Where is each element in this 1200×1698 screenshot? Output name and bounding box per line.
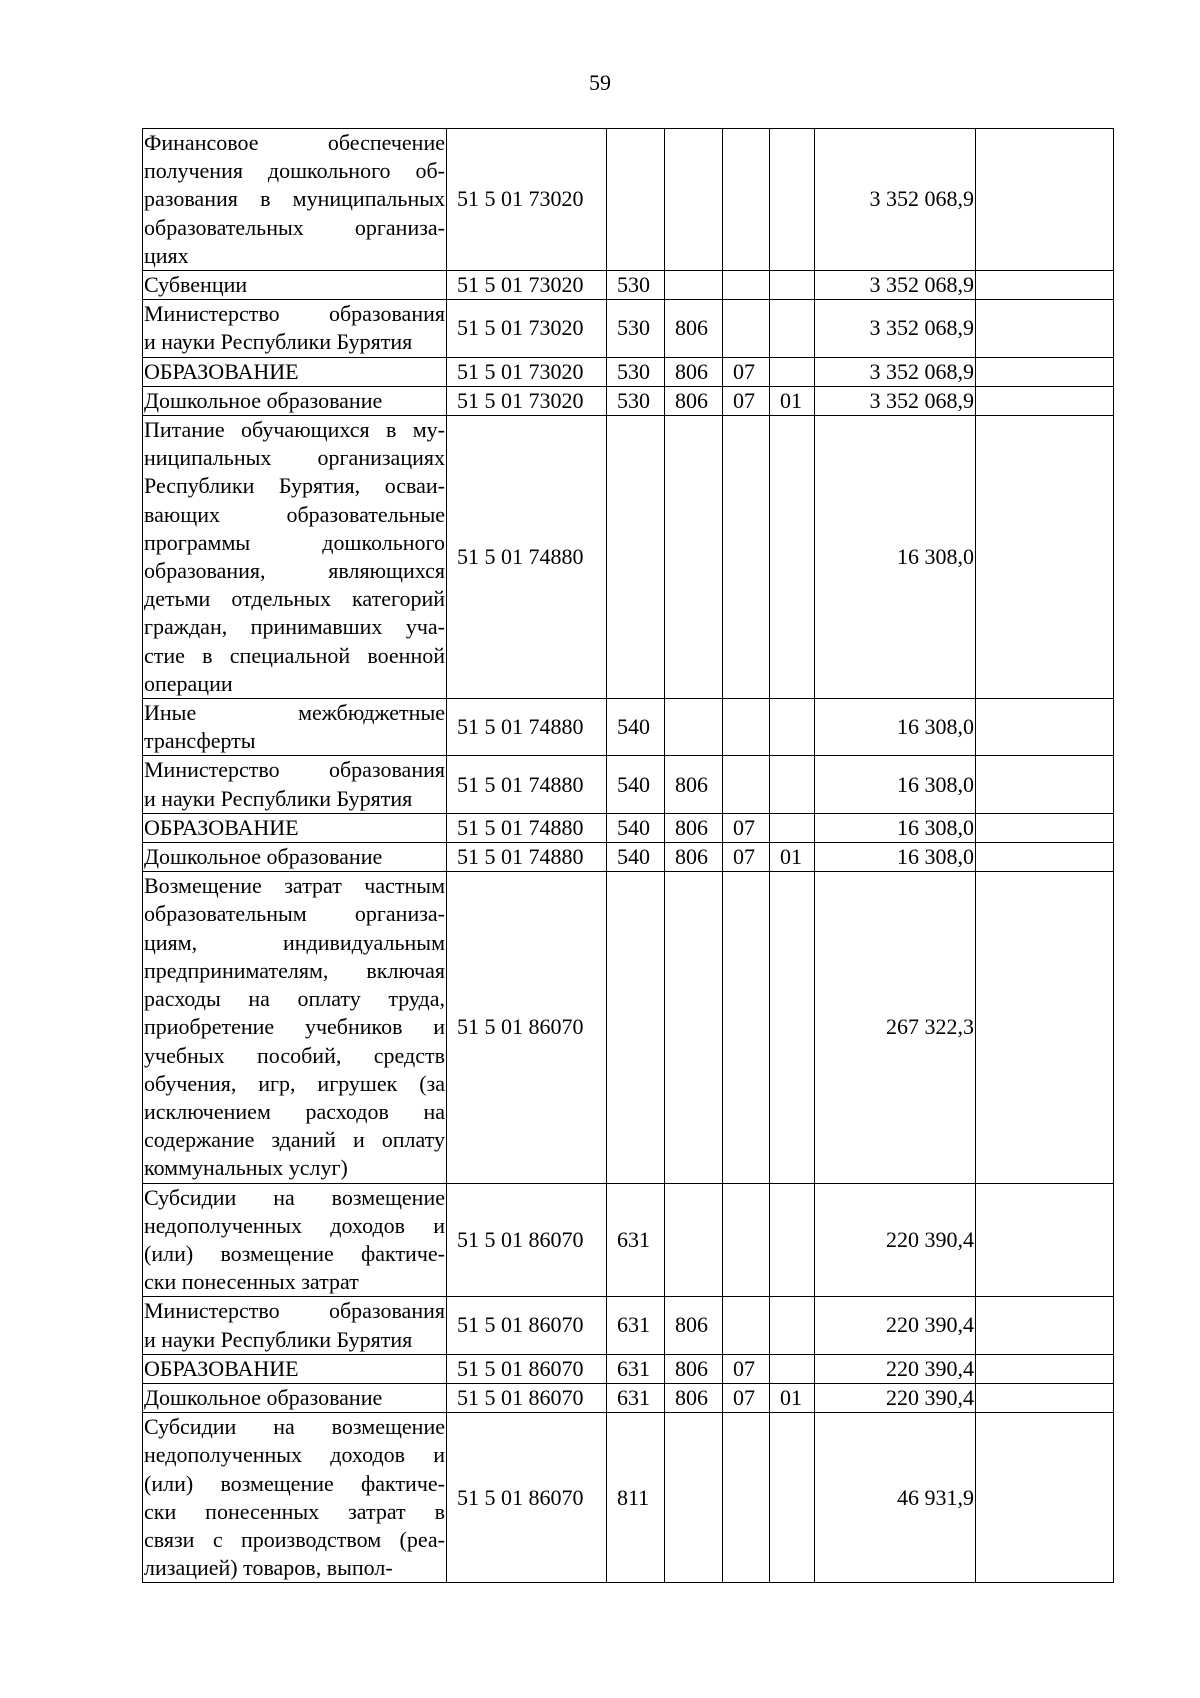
target-article-code-cell: 51 5 01 74880 bbox=[447, 756, 607, 813]
section-code-cell bbox=[723, 756, 770, 813]
row-name-line: ОБРАЗОВАНИЕ bbox=[144, 814, 299, 840]
subsection-code-cell bbox=[770, 756, 815, 813]
section-code-cell bbox=[723, 1297, 770, 1354]
table-row bbox=[143, 1354, 1114, 1383]
row-name-line: Дошкольное образование bbox=[144, 1384, 383, 1410]
row-name-line: исключением расходов на bbox=[144, 1098, 445, 1124]
amount-cell: 220 390,4 bbox=[815, 1297, 976, 1354]
expense-type-cell: 631 bbox=[607, 1354, 665, 1383]
row-name-line: циях bbox=[144, 242, 189, 268]
row-name-line: недополученных доходов и bbox=[144, 1212, 445, 1238]
row-name-cell bbox=[143, 699, 447, 756]
row-name-line: Возмещение затрат частным bbox=[144, 873, 445, 899]
expense-type-cell: 631 bbox=[607, 1297, 665, 1354]
row-name-line: недополученных доходов и bbox=[144, 1442, 445, 1468]
table-row bbox=[143, 1183, 1114, 1297]
ministry-code-cell: 806 bbox=[665, 357, 723, 386]
expense-type-cell: 811 bbox=[607, 1413, 665, 1583]
subsection-code-cell bbox=[770, 813, 815, 842]
row-name-line: расходы на оплату труда, bbox=[144, 986, 445, 1012]
ministry-code-cell bbox=[665, 872, 723, 1183]
table-row bbox=[143, 1297, 1114, 1354]
row-name-cell bbox=[143, 1297, 447, 1354]
target-article-code-cell: 51 5 01 74880 bbox=[447, 416, 607, 699]
amount-cell: 267 322,3 bbox=[815, 872, 976, 1183]
ministry-code-cell bbox=[665, 1413, 723, 1583]
row-name-line: Министерство образования bbox=[144, 1298, 445, 1324]
row-name-line: Субсидии на возмещение bbox=[144, 1184, 445, 1210]
amount-cell: 16 308,0 bbox=[815, 416, 976, 699]
section-code-cell: 07 bbox=[723, 386, 770, 415]
expense-type-cell: 540 bbox=[607, 843, 665, 872]
row-name-line: Иные межбюджетные bbox=[144, 700, 445, 726]
budget-table-body bbox=[143, 129, 1114, 1583]
row-name-line: (или) возмещение фактиче- bbox=[144, 1240, 445, 1266]
ministry-code-cell bbox=[665, 1183, 723, 1297]
row-name-line: Субвенции bbox=[144, 272, 248, 298]
expense-type-cell: 530 bbox=[607, 357, 665, 386]
target-article-code-cell: 51 5 01 73020 bbox=[447, 300, 607, 357]
subsection-code-cell bbox=[770, 1354, 815, 1383]
table-row bbox=[143, 1413, 1114, 1583]
row-name-cell bbox=[143, 756, 447, 813]
expense-type-cell: 631 bbox=[607, 1183, 665, 1297]
row-name-line: образования, являющихся bbox=[144, 558, 445, 584]
extra-cell bbox=[976, 872, 1114, 1183]
extra-cell bbox=[976, 1183, 1114, 1297]
row-name-line: Финансовое обеспечение bbox=[144, 130, 445, 155]
row-name-line: образовательным организа- bbox=[144, 901, 445, 927]
ministry-code-cell: 806 bbox=[665, 1354, 723, 1383]
row-name-line: и науки Республики Бурятия bbox=[144, 785, 413, 811]
subsection-code-cell bbox=[770, 1183, 815, 1297]
expense-type-cell: 530 bbox=[607, 300, 665, 357]
ministry-code-cell bbox=[665, 129, 723, 271]
amount-cell: 3 352 068,9 bbox=[815, 271, 976, 300]
extra-cell bbox=[976, 129, 1114, 271]
row-name-line: ОБРАЗОВАНИЕ bbox=[144, 1355, 299, 1381]
table-row bbox=[143, 386, 1114, 415]
subsection-code-cell bbox=[770, 872, 815, 1183]
subsection-code-cell bbox=[770, 1297, 815, 1354]
amount-cell: 220 390,4 bbox=[815, 1383, 976, 1412]
expense-type-cell: 540 bbox=[607, 756, 665, 813]
amount-cell: 3 352 068,9 bbox=[815, 129, 976, 271]
extra-cell bbox=[976, 300, 1114, 357]
target-article-code-cell: 51 5 01 74880 bbox=[447, 843, 607, 872]
expense-type-cell bbox=[607, 129, 665, 271]
row-name-line: Министерство образования bbox=[144, 301, 445, 327]
section-code-cell bbox=[723, 1183, 770, 1297]
subsection-code-cell: 01 bbox=[770, 386, 815, 415]
row-name-cell bbox=[143, 872, 447, 1183]
section-code-cell: 07 bbox=[723, 813, 770, 842]
section-code-cell bbox=[723, 129, 770, 271]
section-code-cell bbox=[723, 416, 770, 699]
target-article-code-cell: 51 5 01 74880 bbox=[447, 813, 607, 842]
subsection-code-cell bbox=[770, 416, 815, 699]
expense-type-cell: 631 bbox=[607, 1383, 665, 1412]
table-row bbox=[143, 756, 1114, 813]
row-name-cell bbox=[143, 1383, 447, 1412]
table-row bbox=[143, 129, 1114, 271]
section-code-cell: 07 bbox=[723, 1383, 770, 1412]
section-code-cell bbox=[723, 271, 770, 300]
row-name-line: циям, индивидуальным bbox=[144, 929, 445, 955]
row-name-line: получения дошкольного об- bbox=[144, 158, 445, 184]
target-article-code-cell: 51 5 01 86070 bbox=[447, 1354, 607, 1383]
subsection-code-cell bbox=[770, 129, 815, 271]
row-name-line: детьми отдельных категорий bbox=[144, 586, 445, 612]
row-name-line: вающих образовательные bbox=[144, 501, 445, 527]
extra-cell bbox=[976, 1297, 1114, 1354]
page-number: 59 bbox=[589, 70, 611, 95]
row-name-line: разования в муниципальных bbox=[144, 186, 445, 212]
table-row bbox=[143, 843, 1114, 872]
expense-type-cell: 540 bbox=[607, 813, 665, 842]
target-article-code-cell: 51 5 01 74880 bbox=[447, 699, 607, 756]
row-name-line: и науки Республики Бурятия bbox=[144, 329, 413, 355]
row-name-line: трансферты bbox=[144, 728, 256, 754]
row-name-cell bbox=[143, 357, 447, 386]
ministry-code-cell: 806 bbox=[665, 1297, 723, 1354]
subsection-code-cell bbox=[770, 699, 815, 756]
ministry-code-cell: 806 bbox=[665, 300, 723, 357]
row-name-line: Республики Бурятия, осваи- bbox=[144, 473, 445, 499]
table-row bbox=[143, 1383, 1114, 1412]
table-row bbox=[143, 872, 1114, 1183]
target-article-code-cell: 51 5 01 86070 bbox=[447, 872, 607, 1183]
extra-cell bbox=[976, 271, 1114, 300]
budget-table bbox=[142, 128, 1114, 1583]
row-name-line: Дошкольное образование bbox=[144, 844, 383, 870]
extra-cell bbox=[976, 1413, 1114, 1583]
amount-cell: 46 931,9 bbox=[815, 1413, 976, 1583]
subsection-code-cell bbox=[770, 300, 815, 357]
ministry-code-cell: 806 bbox=[665, 813, 723, 842]
extra-cell bbox=[976, 386, 1114, 415]
section-code-cell bbox=[723, 1413, 770, 1583]
row-name-line: Питание обучающихся в му- bbox=[144, 417, 445, 443]
row-name-line: (или) возмещение фактиче- bbox=[144, 1470, 445, 1496]
amount-cell: 16 308,0 bbox=[815, 756, 976, 813]
section-code-cell: 07 bbox=[723, 357, 770, 386]
table-row bbox=[143, 699, 1114, 756]
row-name-cell bbox=[143, 1413, 447, 1583]
row-name-cell bbox=[143, 386, 447, 415]
ministry-code-cell: 806 bbox=[665, 756, 723, 813]
row-name-line: лизацией) товаров, выпол- bbox=[144, 1555, 393, 1581]
row-name-line: образовательных организа- bbox=[144, 214, 445, 240]
target-article-code-cell: 51 5 01 86070 bbox=[447, 1297, 607, 1354]
row-name-line: стие в специальной военной bbox=[144, 642, 445, 668]
target-article-code-cell: 51 5 01 86070 bbox=[447, 1383, 607, 1412]
extra-cell bbox=[976, 357, 1114, 386]
row-name-line: Дошкольное образование bbox=[144, 387, 383, 413]
section-code-cell bbox=[723, 699, 770, 756]
table-row bbox=[143, 357, 1114, 386]
subsection-code-cell bbox=[770, 1413, 815, 1583]
row-name-line: связи с производством (реа- bbox=[144, 1526, 445, 1552]
ministry-code-cell: 806 bbox=[665, 1383, 723, 1412]
ministry-code-cell bbox=[665, 271, 723, 300]
target-article-code-cell: 51 5 01 86070 bbox=[447, 1183, 607, 1297]
row-name-line: обучения, игр, игрушек (за bbox=[144, 1070, 445, 1096]
row-name-cell bbox=[143, 129, 447, 271]
row-name-line: Субсидии на возмещение bbox=[144, 1414, 445, 1440]
expense-type-cell: 540 bbox=[607, 699, 665, 756]
row-name-cell bbox=[143, 416, 447, 699]
target-article-code-cell: 51 5 01 73020 bbox=[447, 357, 607, 386]
row-name-line: ски понесенных затрат bbox=[144, 1269, 359, 1295]
row-name-cell bbox=[143, 271, 447, 300]
amount-cell: 16 308,0 bbox=[815, 813, 976, 842]
target-article-code-cell: 51 5 01 86070 bbox=[447, 1413, 607, 1583]
table-row bbox=[143, 416, 1114, 699]
row-name-line: и науки Республики Бурятия bbox=[144, 1326, 413, 1352]
table-row bbox=[143, 813, 1114, 842]
row-name-line: приобретение учебников и bbox=[144, 1014, 445, 1040]
row-name-line: предпринимателям, включая bbox=[144, 957, 445, 983]
row-name-line: ОБРАЗОВАНИЕ bbox=[144, 358, 299, 384]
amount-cell: 3 352 068,9 bbox=[815, 357, 976, 386]
row-name-line: ниципальных организациях bbox=[144, 445, 445, 471]
expense-type-cell: 530 bbox=[607, 271, 665, 300]
amount-cell: 220 390,4 bbox=[815, 1183, 976, 1297]
target-article-code-cell: 51 5 01 73020 bbox=[447, 129, 607, 271]
row-name-line: граждан, принимавших уча- bbox=[144, 614, 445, 640]
expense-type-cell bbox=[607, 416, 665, 699]
section-code-cell: 07 bbox=[723, 843, 770, 872]
table-row bbox=[143, 300, 1114, 357]
extra-cell bbox=[976, 416, 1114, 699]
extra-cell bbox=[976, 1383, 1114, 1412]
row-name-line: операции bbox=[144, 670, 233, 696]
row-name-cell bbox=[143, 813, 447, 842]
subsection-code-cell bbox=[770, 357, 815, 386]
ministry-code-cell bbox=[665, 699, 723, 756]
extra-cell bbox=[976, 699, 1114, 756]
ministry-code-cell: 806 bbox=[665, 843, 723, 872]
expense-type-cell: 530 bbox=[607, 386, 665, 415]
row-name-cell bbox=[143, 1183, 447, 1297]
row-name-cell bbox=[143, 300, 447, 357]
table-row bbox=[143, 271, 1114, 300]
amount-cell: 16 308,0 bbox=[815, 699, 976, 756]
row-name-cell bbox=[143, 843, 447, 872]
subsection-code-cell bbox=[770, 271, 815, 300]
row-name-line: ски понесенных затрат в bbox=[144, 1498, 445, 1524]
subsection-code-cell: 01 bbox=[770, 1383, 815, 1412]
amount-cell: 220 390,4 bbox=[815, 1354, 976, 1383]
section-code-cell bbox=[723, 300, 770, 357]
row-name-cell bbox=[143, 1354, 447, 1383]
target-article-code-cell: 51 5 01 73020 bbox=[447, 386, 607, 415]
expense-type-cell bbox=[607, 872, 665, 1183]
amount-cell: 16 308,0 bbox=[815, 843, 976, 872]
ministry-code-cell bbox=[665, 416, 723, 699]
ministry-code-cell: 806 bbox=[665, 386, 723, 415]
row-name-line: Министерство образования bbox=[144, 757, 445, 783]
row-name-line: учебных пособий, средств bbox=[144, 1042, 445, 1068]
target-article-code-cell: 51 5 01 73020 bbox=[447, 271, 607, 300]
amount-cell: 3 352 068,9 bbox=[815, 386, 976, 415]
section-code-cell bbox=[723, 872, 770, 1183]
section-code-cell: 07 bbox=[723, 1354, 770, 1383]
extra-cell bbox=[976, 843, 1114, 872]
extra-cell bbox=[976, 1354, 1114, 1383]
subsection-code-cell: 01 bbox=[770, 843, 815, 872]
row-name-line: коммунальных услуг) bbox=[144, 1155, 348, 1181]
extra-cell bbox=[976, 813, 1114, 842]
amount-cell: 3 352 068,9 bbox=[815, 300, 976, 357]
row-name-line: программы дошкольного bbox=[144, 529, 445, 555]
row-name-line: содержание зданий и оплату bbox=[144, 1127, 445, 1153]
extra-cell bbox=[976, 756, 1114, 813]
